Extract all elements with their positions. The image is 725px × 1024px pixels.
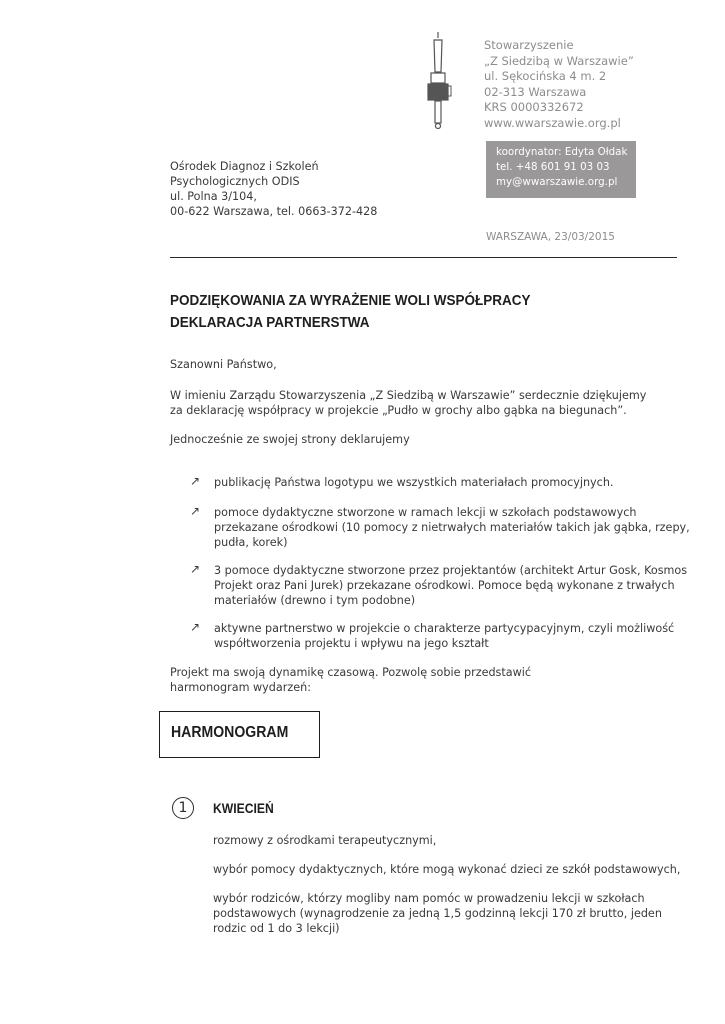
org-line: KRS 0000332672 [484, 100, 584, 114]
bullet-line: pudła, korek) [214, 536, 288, 549]
title-line: PODZIĘKOWANIA ZA WYRAŻENIE WOLI WSPÓŁPRACY [170, 292, 531, 309]
arrow-northeast-icon: ↗ [190, 474, 201, 488]
org-website[interactable]: www.wwarszawie.org.pl [484, 115, 621, 130]
declare-paragraph [170, 432, 650, 447]
recipient-line: Ośrodek Diagnoz i Szkoleń [170, 160, 319, 173]
bullet-line: współtworzenia projektu i wpływu na jego kształt [214, 637, 489, 650]
schedule-heading: HARMONOGRAM [171, 724, 289, 741]
intro-line: za deklarację współpracy w projekcie „Pudło w grochy albo gąbka na biegunach”. [170, 404, 627, 417]
bullet-line: 3 pomoce dydaktyczne stworzone przez projektantów (architekt Artur Gosk, Kosmos [214, 564, 688, 577]
list-item [213, 833, 673, 848]
closing-line: Projekt ma swoją dynamikę czasową. Pozwolę sobie przedstawić [170, 666, 532, 679]
recipient-address [170, 159, 377, 219]
arrow-northeast-icon: ↗ [190, 562, 201, 576]
schedule-month: KWIECIEŃ [213, 801, 274, 816]
coordinator-email[interactable]: my@wwarszawie.org.pl [496, 176, 618, 188]
schedule-item-line: rodzic od 1 do 3 lekcji) [213, 922, 340, 935]
intro-paragraph [170, 388, 650, 418]
brush-logo-icon [424, 30, 452, 130]
header-divider [170, 257, 677, 258]
letter-title [170, 290, 530, 334]
org-line: „Z Siedzibą w Warszawie” [484, 53, 634, 68]
intro-line: W imieniu Zarządu Stowarzyszenia „Z Siedzibą w Warszawie” serdecznie dziękujemy [170, 389, 647, 402]
greeting [170, 357, 650, 372]
list-item [213, 862, 681, 877]
greeting-text: Szanowni Państwo, [170, 358, 277, 371]
coordinator-phone: tel. +48 601 91 03 03 [496, 161, 610, 173]
step-number-badge: 1 [172, 797, 194, 819]
org-line: 02-313 Warszawa [484, 84, 587, 99]
org-line: ul. Sękocińska 4 m. 2 [484, 69, 607, 83]
list-item [213, 891, 673, 936]
schedule-item-line: wybór pomocy dydaktycznych, które mogą wykonać dzieci ze szkół podstawowych, [213, 863, 681, 876]
bullet-line: Projekt oraz Pani Jurek) przekazane ośrodkowi. Pomoce będą wykonane z trwałych [214, 579, 675, 592]
schedule-item-line: wybór rodziców, którzy mogliby nam pomóc w prowadzeniu lekcji w szkołach [213, 892, 645, 905]
recipient-line: Psychologicznych ODIS [170, 175, 300, 188]
closing-line: harmonogram wydarzeń: [170, 681, 311, 694]
schedule-item-line: rozmowy z ośrodkami terapeutycznymi, [213, 834, 437, 847]
recipient-line: 00-622 Warszawa, tel. 0663-372-428 [170, 205, 378, 218]
bullet-line: przekazane ośrodkowi (10 pomocy z nietrwałych materiałów takich jak gąbka, rzepy, [214, 521, 690, 534]
bullet-line: aktywne partnerstwo w projekcie o charakterze partycypacyjnym, czyli możliwość [214, 622, 675, 635]
letter-date: WARSZAWA, 23/03/2015 [486, 231, 615, 243]
bullet-line: pomoce dydaktyczne stworzone w ramach lekcji w szkołach podstawowych [214, 506, 637, 519]
bullet-line: publikację Państwa logotypu we wszystkich materiałach promocyjnych. [214, 476, 614, 489]
title-line: DEKLARACJA PARTNERSTWA [170, 314, 370, 331]
arrow-northeast-icon: ↗ [190, 504, 201, 518]
schedule-item-line: podstawowych (wynagrodzenie za jedną 1,5 godzinną lekcji 170 zł brutto, jeden [213, 907, 662, 920]
closing-paragraph [170, 665, 650, 695]
bullet-line: materiałów (drewno i tym podobne) [214, 594, 416, 607]
arrow-northeast-icon: ↗ [190, 620, 201, 634]
organization-address [484, 38, 634, 131]
declare-text: Jednocześnie ze swojej strony deklarujemy [170, 433, 410, 446]
recipient-line: ul. Polna 3/104, [170, 190, 257, 203]
schedule-heading-box [159, 711, 320, 758]
org-line: Stowarzyszenie [484, 38, 574, 52]
coordinator-name: koordynator: Edyta Ołdak [496, 146, 628, 158]
coordinator-box [486, 141, 636, 198]
